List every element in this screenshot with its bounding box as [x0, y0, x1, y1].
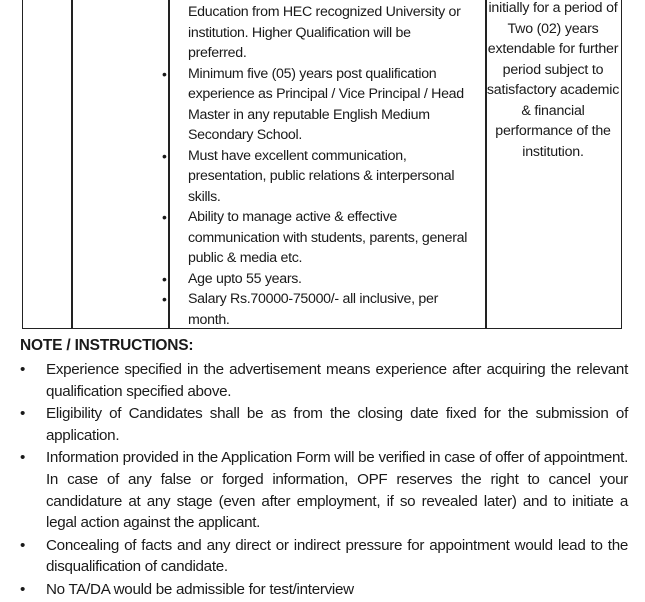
- instruction-text: Eligibility of Candidates shall be as from the closing date fixed for the submission of application.: [46, 405, 628, 444]
- bullet-icon: •: [20, 580, 26, 598]
- list-item: [20, 447, 628, 533]
- requirement-text: Must have excellent communication, presentation, public relations & interpersonal skills.: [188, 147, 455, 205]
- list-item: [20, 535, 628, 578]
- requirement-text: Minimum five (05) years post qualification experience as Principal / Vice Principal / Head Master in any reputable English Medium Secondary School.: [188, 65, 464, 143]
- bullet-icon: •: [20, 449, 26, 467]
- bullet-icon: •: [20, 536, 26, 554]
- column-divider: [71, 0, 73, 328]
- notes-heading: NOTE / INSTRUCTIONS:: [20, 337, 194, 354]
- tenure-column: initially for a period of Two (02) years extendable for further period subject to satisfactory academic & financial performance of the institution.: [486, 0, 620, 160]
- bullet-icon: •: [20, 405, 26, 423]
- requirement-carryover-text: Education from HEC recognized University or institution. Higher Qualification will be preferred.: [188, 4, 461, 61]
- instruction-text: Concealing of facts and any direct or indirect pressure for appointment would lead to the disqualification of candidate.: [46, 536, 628, 576]
- instruction-text: No TA/DA would be admissible for test/interview: [46, 580, 354, 598]
- bullet-icon: •: [162, 209, 167, 225]
- list-item: [20, 359, 628, 402]
- list-item: [158, 146, 468, 208]
- list-item: [158, 64, 468, 146]
- bullet-icon: •: [162, 65, 167, 82]
- instructions-list: [20, 359, 628, 602]
- instruction-text: Experience specified in the advertisement means experience after acquiring the relevant qualification specified above.: [46, 361, 628, 400]
- list-item: [20, 579, 628, 601]
- instruction-text: Information provided in the Application Form will be verified in case of offer of appointment. In case of any false or forged information, OPF reserves the right to cancel your candidature at any stage (even after employment, if so revealed later) and to initiate a legal action against the applicant.: [46, 449, 628, 532]
- bullet-icon: •: [162, 147, 167, 164]
- bullet-icon: •: [162, 270, 167, 287]
- requirement-text: Age upto 55 years.: [188, 270, 302, 287]
- requirements-list: [158, 64, 468, 331]
- bullet-icon: •: [162, 291, 167, 307]
- list-item: [158, 269, 468, 290]
- list-item: [158, 207, 468, 269]
- requirement-text: Salary Rs.70000-75000/- all inclusive, per month.: [188, 291, 439, 328]
- list-item: [158, 289, 468, 330]
- list-item: [20, 403, 628, 446]
- requirements-column: [158, 2, 468, 330]
- requirement-text: Ability to manage active & effective communication with students, parents, general public & media etc.: [188, 209, 468, 266]
- bullet-icon: •: [20, 361, 26, 378]
